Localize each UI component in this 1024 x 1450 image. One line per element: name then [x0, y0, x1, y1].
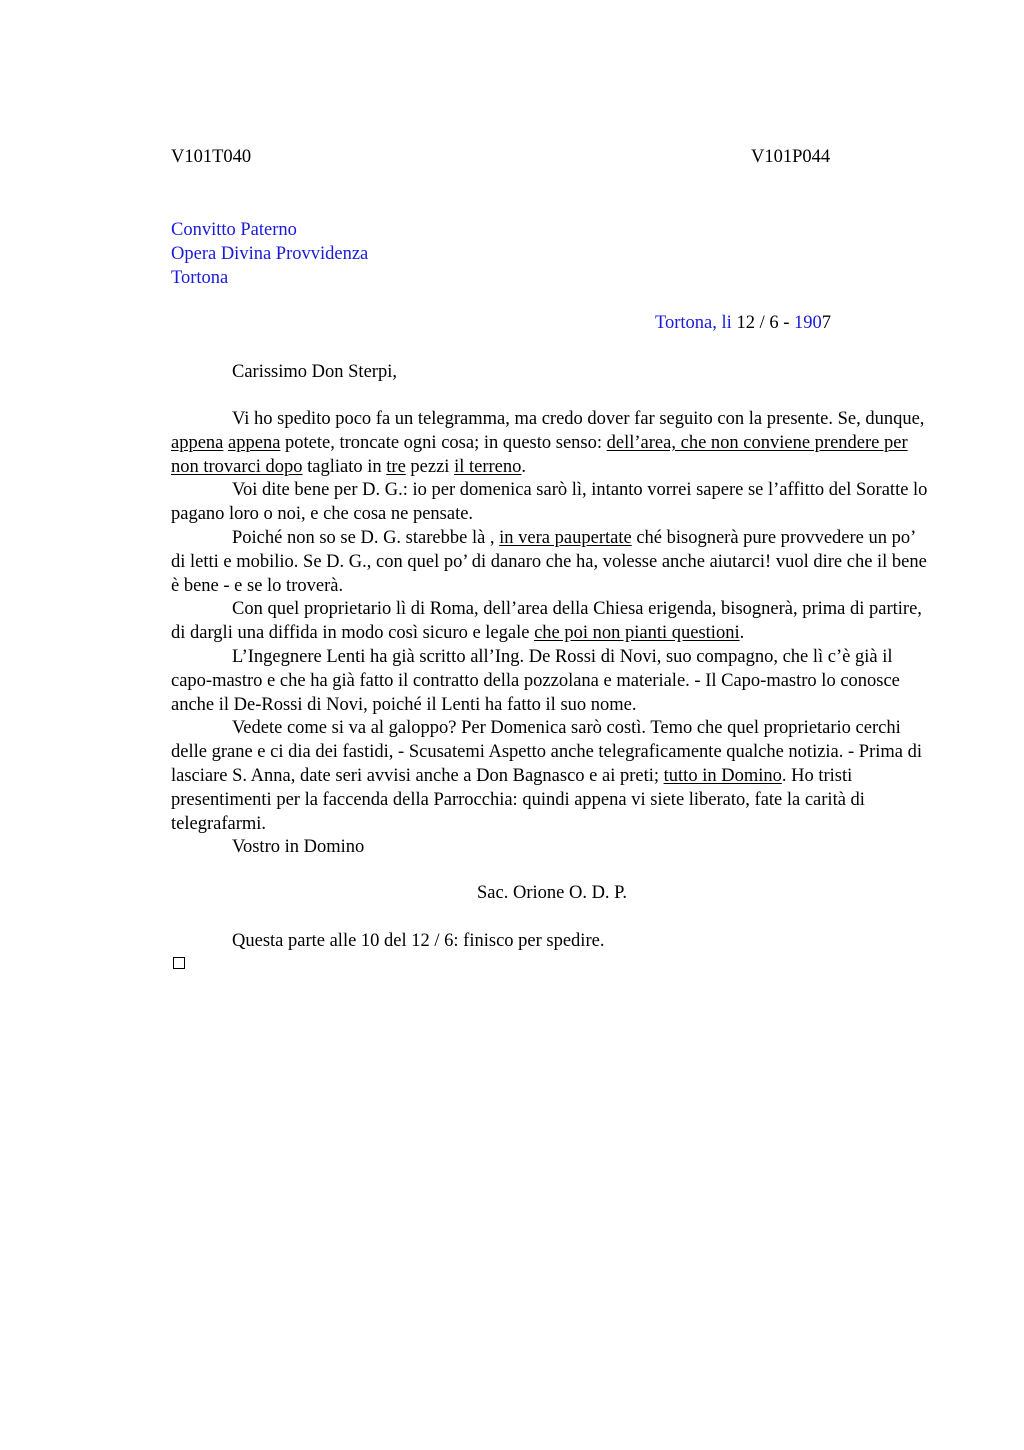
dateline-year-suffix: 7: [821, 313, 831, 333]
underlined-phrase: appena: [228, 432, 281, 453]
letterhead-line-2: Opera Divina Provvidenza: [171, 244, 369, 264]
paragraph-1-text-e: pezzi: [405, 456, 455, 477]
underlined-phrase: il terreno: [454, 456, 522, 477]
underlined-phrase: in vera paupertate: [499, 527, 632, 548]
paragraph-1: [171, 408, 929, 479]
postscript: Questa parte alle 10 del 12 / 6: finisco per spedire.: [232, 931, 605, 951]
document-reference-right: V101P044: [751, 147, 831, 167]
paragraph-6-text-a: Vedete come si va al galoppo? Per Domenica sarò costì. Temo che quel proprietario cerchi delle grane e ci dia dei fastidi, - Scusatemi Aspetto anche telegraficamente qualche notizia. - Prima di lasciare S. Anna, date seri avvisi anche a Don Bagnasco e ai preti;: [171, 718, 923, 786]
paragraph-2: Voi dite bene per D. G.: io per domenica sarò lì, intanto vorrei sapere se l’affitto del Soratte lo pagano loro o noi, e che cosa ne pensate.: [171, 480, 928, 525]
dateline-day-month: 12 / 6 -: [731, 313, 794, 333]
paragraph-3: [171, 527, 929, 598]
dateline-place: Tortona, li: [655, 313, 732, 333]
paragraph-4-text-b: .: [739, 623, 745, 644]
paragraph-1-text-d: tagliato in: [302, 456, 387, 477]
paragraph-4: [171, 598, 929, 646]
underlined-phrase: tre: [386, 456, 406, 477]
letter-body: [171, 408, 929, 860]
paragraph-6-text-b: . Ho tristi presentimenti per la faccenda della Parrocchia: quindi appena vi siete liberato, fate la carità di telegrafarmi.: [171, 765, 865, 834]
paragraph-1-text-f: .: [521, 456, 526, 477]
underlined-phrase: dell’area, che non conviene prendere per non trovarci dopo: [171, 432, 908, 477]
underlined-phrase: che poi non pianti questioni: [534, 623, 740, 644]
paragraph-6: [171, 717, 929, 836]
letterhead: [171, 218, 368, 290]
document-reference-left: V101T040: [171, 147, 252, 167]
paragraph-1-text-c: potete, troncate ogni cosa; in questo senso:: [280, 432, 607, 453]
closing: Vostro in Domino: [232, 837, 365, 858]
underlined-phrase: appena: [171, 432, 224, 453]
signature: Sac. Orione O. D. P.: [477, 883, 628, 903]
end-square-icon: [173, 957, 185, 969]
salutation: Carissimo Don Sterpi,: [232, 362, 397, 382]
paragraph-3-text-a: Poiché non so se D. G. starebbe là ,: [232, 527, 500, 548]
paragraph-3-text-b: ché bisognerà pure provvedere un po’ di letti e mobilio. Se D. G., con quel po’ di danaro che ha, volesse anche aiutarci! vuol dire che il bene è bene - e se lo troverà.: [171, 527, 927, 596]
dateline-year-prefix: 190: [794, 313, 822, 333]
paragraph-5: L’Ingegnere Lenti ha già scritto all’Ing. De Rossi di Novi, suo compagno, che lì c’è già il capo-mastro e che ha già fatto il contratto della pozzolana e materiale. - Il Capo-mastro lo conosce anche il De-Rossi di Novi, poiché il Lenti ha fatto il suo nome.: [171, 646, 900, 715]
dateline: [655, 313, 831, 334]
underlined-phrase: tutto in Domino: [663, 765, 782, 786]
letterhead-line-3: Tortona: [171, 268, 229, 288]
letterhead-line-1: Convitto Paterno: [171, 220, 297, 240]
paragraph-4-text-a: Con quel proprietario lì di Roma, dell’area della Chiesa erigenda, bisognerà, prima di partire, di dargli una diffida in modo così sicuro e legale: [171, 599, 922, 644]
paragraph-1-text-a: Vi ho spedito poco fa un telegramma, ma credo dover far seguito con la presente. Se, dunque,: [232, 409, 925, 429]
